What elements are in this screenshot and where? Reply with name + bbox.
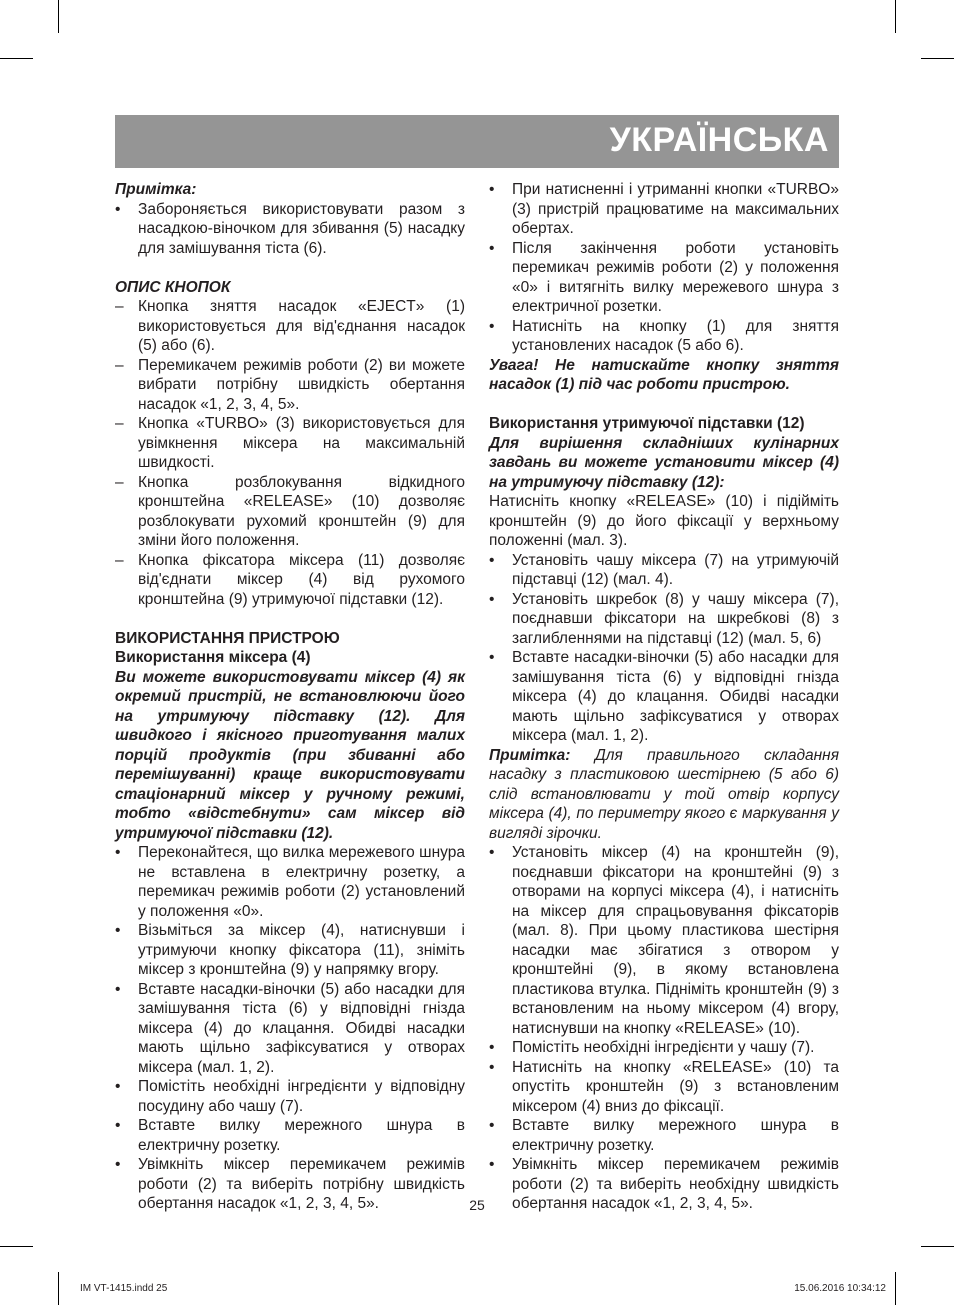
stand-text: Натисніть кнопку «RELEASE» (10) і підійміть кронштейн (9) до його фіксації у верхньому положенні (мал. 3). bbox=[489, 493, 839, 549]
list-item: – Кнопка зняття насадок «EJECT» (1) використовується для від'єднання насадок (5) або (6). bbox=[115, 298, 465, 354]
mixer-intro: Ви можете використовувати міксер (4) як окремий пристрій, не встановлюючи його на утримуючу підставку (12). Для швидкого і якісного приготування малих порцій продуктів (при збиванні або перемішуванні) краще використовувати стаціонарний міксер у ручному режимі, тобто «відстебнути» сам міксер від утримуючої підставки (12). bbox=[115, 668, 465, 842]
list-item: • Установіть шкребок (8) у чашу міксера (7), поєднавши фіксатори на шкребкові (8) з заглибленнями на підставці (12) (мал. 5, 6) bbox=[489, 590, 839, 647]
list-item: • Установіть чашу міксера (7) на утримуючій підставці (12) (мал. 4). bbox=[489, 551, 839, 588]
crop-mark bbox=[58, 0, 59, 33]
list-item: • Увімкніть міксер перемикачем режимів роботи (2) та виберіть потрібну швидкість обертання насадок «1, 2, 3, 4, 5». bbox=[115, 1156, 465, 1212]
right-column bbox=[489, 180, 839, 1214]
crop-mark bbox=[0, 1246, 33, 1247]
crop-mark bbox=[0, 58, 33, 59]
buttons-list bbox=[115, 297, 465, 609]
list-item: • Вставте насадки-віночки (5) або насадки для замішування тіста (6) у відповідні гнізда міксера (4) до клацання. Обидві насадки мають щільно зафіксуватися у отворах міксера (мал. 1, 2). bbox=[489, 649, 839, 744]
list-item: • Вставте вилку мережного шнура в електричну розетку. bbox=[115, 1117, 465, 1154]
list-item: • Натисніть на кнопку (1) для зняття установлених насадок (5 або 6). bbox=[489, 317, 839, 354]
crop-mark bbox=[895, 0, 896, 33]
crop-mark bbox=[58, 1272, 59, 1305]
list-item: • При натисненні і утриманні кнопки «TURBO» (3) пристрій працюватиме на максимальних обертах. bbox=[489, 181, 839, 237]
list-item: • Натисніть на кнопку «RELEASE» (10) та опустіть кронштейн (9) з встановленим міксером (4) вниз до фіксації. bbox=[489, 1058, 839, 1115]
list-item: • Після закінчення роботи установіть перемикач режимів роботи (2) у положення «0» і витягніть вилку мережевого шнура з електричної розетки. bbox=[489, 239, 839, 315]
note-title: Примітка: bbox=[115, 181, 197, 198]
operation-list bbox=[489, 180, 839, 356]
list-item: – Кнопка розблокування відкидного кронштейна «RELEASE» (10) дозволяє розблокувати рухомий кронштейн (9) для зміни його положення. bbox=[115, 473, 465, 549]
assembly-list bbox=[489, 843, 839, 1214]
note-list bbox=[115, 200, 465, 259]
list-item: • Помістіть необхідні інгредієнти у відповідну посудину або чашу (7). bbox=[115, 1078, 465, 1115]
note-text: Для правильного складання насадку з пластиковою шестірнею (5 або 6) слід встановлювати у той отвір корпусу міксера (4), по периметру якого є маркування у вигляді зірочки. bbox=[489, 746, 839, 842]
mixer-subheading: Використання міксера (4) bbox=[115, 649, 311, 666]
footer-file-name: IM VT-1415.indd 25 bbox=[80, 1283, 168, 1294]
language-title: УКРАЇНСЬКА bbox=[609, 121, 829, 159]
list-item: • Вставте насадки-віночки (5) або насадки для замішування тіста (6) у відповідні гнізда міксера (4) до клацання. Обидві насадки мають щільно зафіксуватися у отворах міксера (мал. 1, 2). bbox=[115, 980, 465, 1076]
left-column bbox=[115, 180, 465, 1214]
list-item: • Увімкніть міксер перемикачем режимів роботи (2) та виберіть необхідну швидкість обертання насадок «1, 2, 3, 4, 5». bbox=[489, 1156, 839, 1212]
list-item: – Кнопка фіксатора міксера (11) дозволяє від'єднати міксер (4) від рухомого кронштейна (9) утримуючої підставки (12). bbox=[115, 551, 465, 608]
list-item: • Установіть міксер (4) на кронштейн (9), поєднавши фіксатори на кронштейні (9) з отворами на корпусі міксера (4), і натисніть на міксер для спрацьовування фіксаторів (мал. 8). При цьому пластикова шестірня насадки має збігатися з отвором у кронштейні (9), в якому встановлена пластикова втулка. Підніміть кронштейн (9) з встановленим на ньому міксером (4) вгору, натиснувши на кнопку «RELEASE» (10). bbox=[489, 844, 839, 1037]
list-item: • Помістіть необхідні інгредієнти у чашу (7). bbox=[489, 1039, 815, 1056]
language-header bbox=[115, 115, 839, 168]
warning-text: Увага! Не натискайте кнопку зняття насадок (1) під час роботи пристрою. bbox=[489, 356, 839, 393]
stand-list bbox=[489, 551, 839, 746]
mixer-list bbox=[115, 843, 465, 1214]
page-number: 25 bbox=[469, 1197, 485, 1213]
crop-mark bbox=[921, 1246, 954, 1247]
usage-heading: ВИКОРИСТАННЯ ПРИСТРОЮ bbox=[115, 629, 340, 647]
crop-mark bbox=[895, 1272, 896, 1305]
note-label: Примітка: bbox=[489, 746, 571, 764]
crop-mark bbox=[921, 58, 954, 59]
stand-intro: Для вирішення складніших кулінарних завдань ви можете установити міксер (4) на утримуючу підставку (12): bbox=[489, 434, 839, 491]
list-item: – Перемикачем режимів роботи (2) ви можете вибрати потрібну швидкість обертання насадок «1, 2, 3, 4, 5». bbox=[115, 356, 465, 413]
list-item: • Вставте вилку мережного шнура в електричну розетку. bbox=[489, 1117, 839, 1154]
assembly-note bbox=[489, 746, 839, 844]
list-item: – Кнопка «TURBO» (3) використовується для увімкнення міксера на максимальній швидкості. bbox=[115, 415, 465, 471]
list-item: • Забороняється використовувати разом з насадкою-віночком для збивання (5) насадку для замішування тіста (6). bbox=[115, 200, 465, 257]
buttons-heading: ОПИС КНОПОК bbox=[115, 278, 231, 296]
list-item: • Візьміться за міксер (4), натиснувши і утримуючи кнопку фіксатора (11), зніміть міксер з кронштейна (9) у напрямку вгору. bbox=[115, 922, 465, 978]
list-item: • Переконайтеся, що вилка мережевого шнура не вставлена в електричну розетку, а перемикач режимів роботи (2) установлений у положення «0». bbox=[115, 844, 465, 920]
stand-heading: Використання утримуючої підставки (12) bbox=[489, 415, 805, 432]
footer-timestamp: 15.06.2016 10:34:12 bbox=[794, 1283, 886, 1294]
